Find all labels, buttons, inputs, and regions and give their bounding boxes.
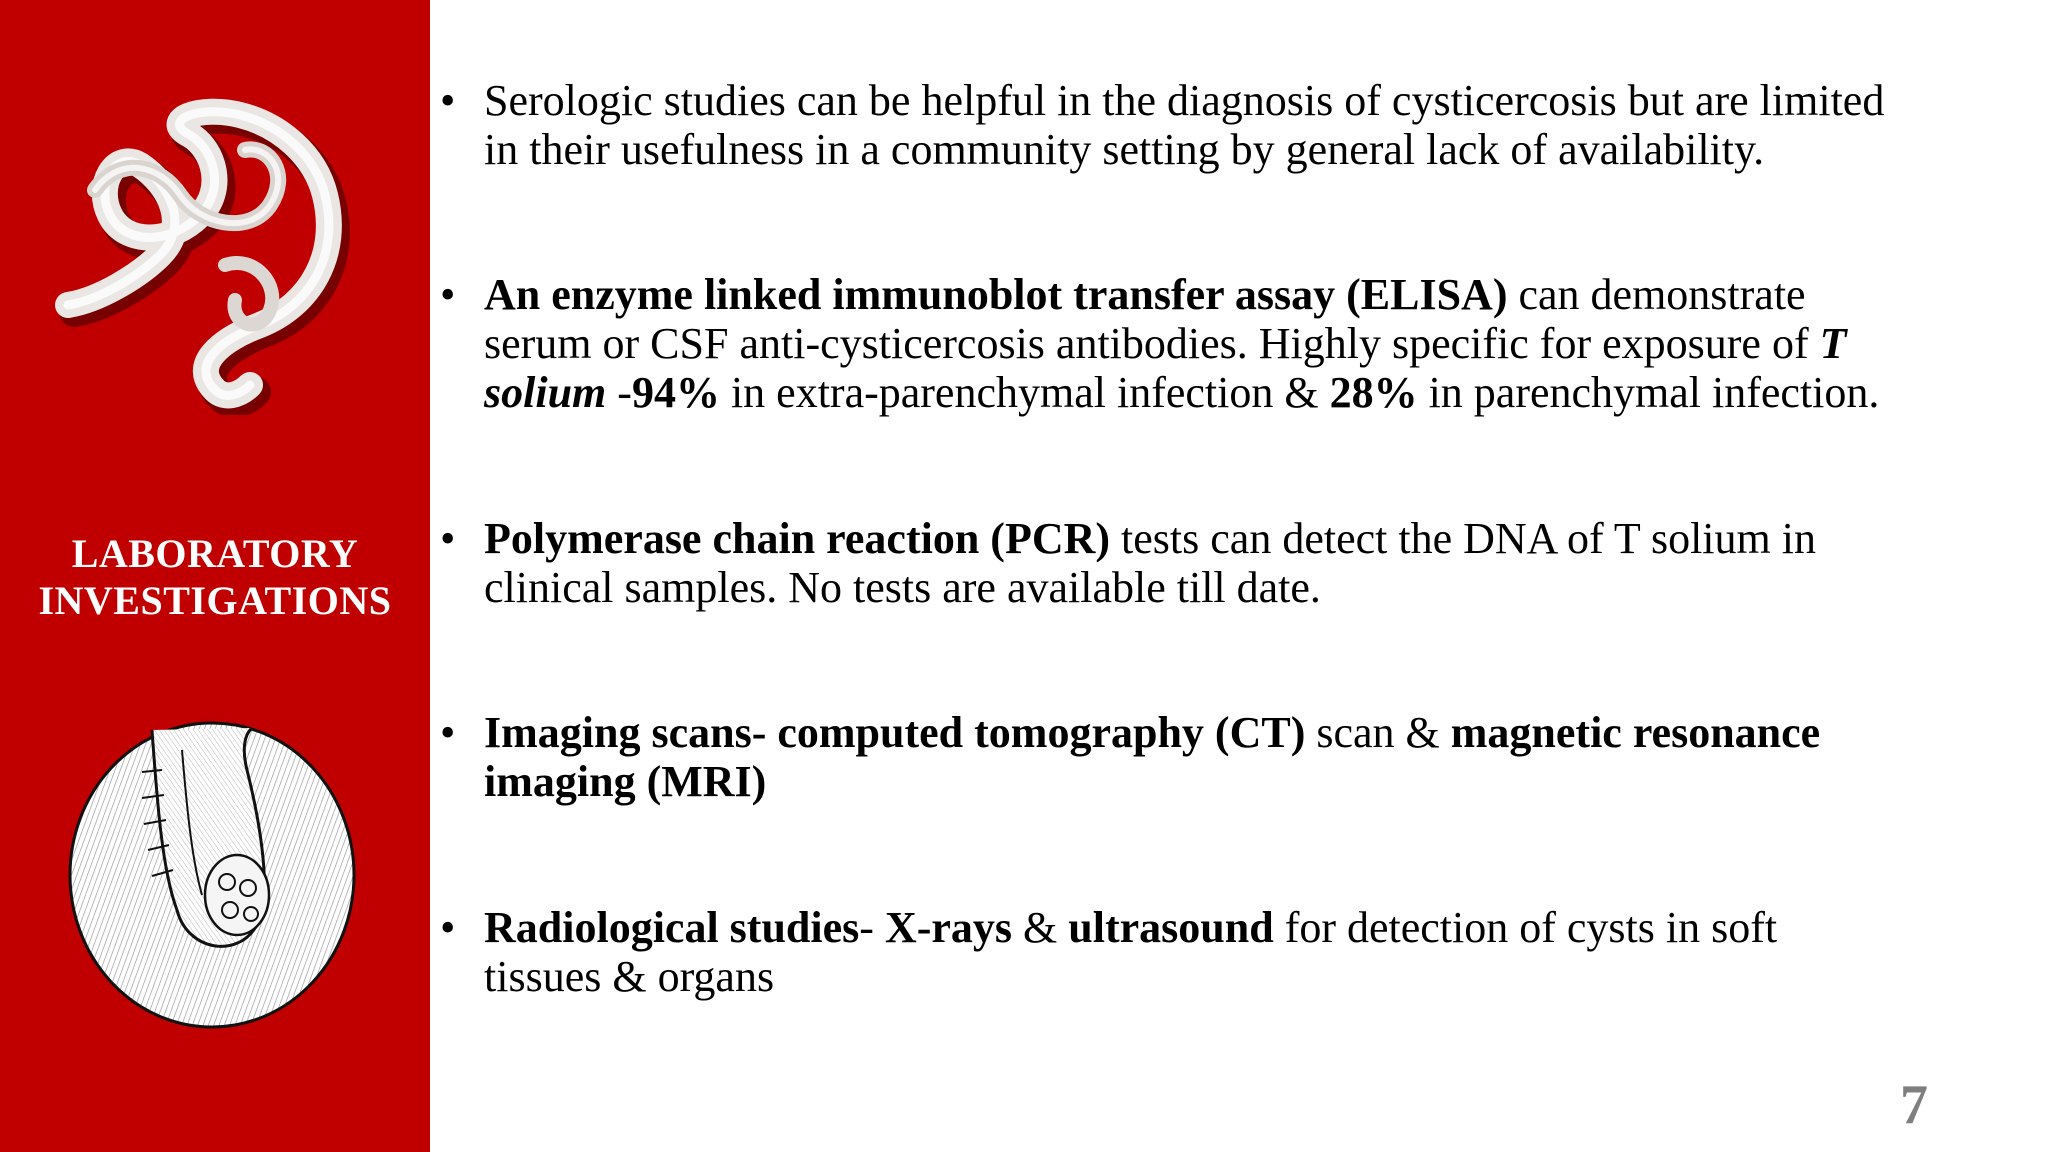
bullet-text: - [606,368,632,417]
cysticercus-scolex-illustration [62,710,362,1035]
bullet-pcr [440,514,1900,612]
bold-text: An enzyme linked immunoblot transfer assay (ELISA) [484,270,1508,319]
bold-text: 94% [631,368,720,417]
bullet-text: scan & [1305,708,1451,757]
section-title [0,530,430,624]
bullet-serologic-studies [440,76,1900,174]
section-title-line-1: LABORATORY [71,531,359,576]
bold-text: X-rays [884,903,1013,952]
bullet-text: - [859,903,885,952]
bold-text: 28% [1329,368,1418,417]
content-area [440,70,1900,1001]
bold-text: Polymerase chain reaction (PCR) [484,514,1111,563]
bullet-list [440,76,1900,1001]
bullet-text: & [1012,903,1069,952]
bullet-imaging-scans [440,708,1900,806]
bullet-text: tests can detect the DNA of T solium in clinical samples. No tests are available till date. [484,514,1816,612]
bullet-text: can demonstrate serum or CSF anti-cysticercosis antibodies. Highly specific for exposure of [484,270,1820,368]
bullet-text: for detection of cysts in soft tissues & organs [484,903,1778,1001]
page-number: 7 [1900,1074,1928,1136]
tapeworm-image [40,95,370,415]
bullet-radiological-studies [440,903,1900,1001]
bullet-elisa [440,270,1900,417]
bullet-text: in extra-parenchymal infection & [719,368,1330,417]
bullet-text: in parenchymal infection. [1417,368,1880,417]
section-title-line-2: INVESTIGATIONS [38,578,392,623]
bold-italic-text: T solium [484,319,1847,417]
sidebar [0,0,430,1152]
bold-text: magnetic resonance imaging (MRI) [484,708,1821,806]
bold-text: Radiological studies [484,903,860,952]
bold-text: Imaging scans- computed tomography (CT) [484,708,1306,757]
bold-text: ultrasound [1068,903,1274,952]
bullet-text: Serologic studies can be helpful in the diagnosis of cysticercosis but are limited in their usefulness in a community setting by general lack of availability. [484,76,1885,174]
